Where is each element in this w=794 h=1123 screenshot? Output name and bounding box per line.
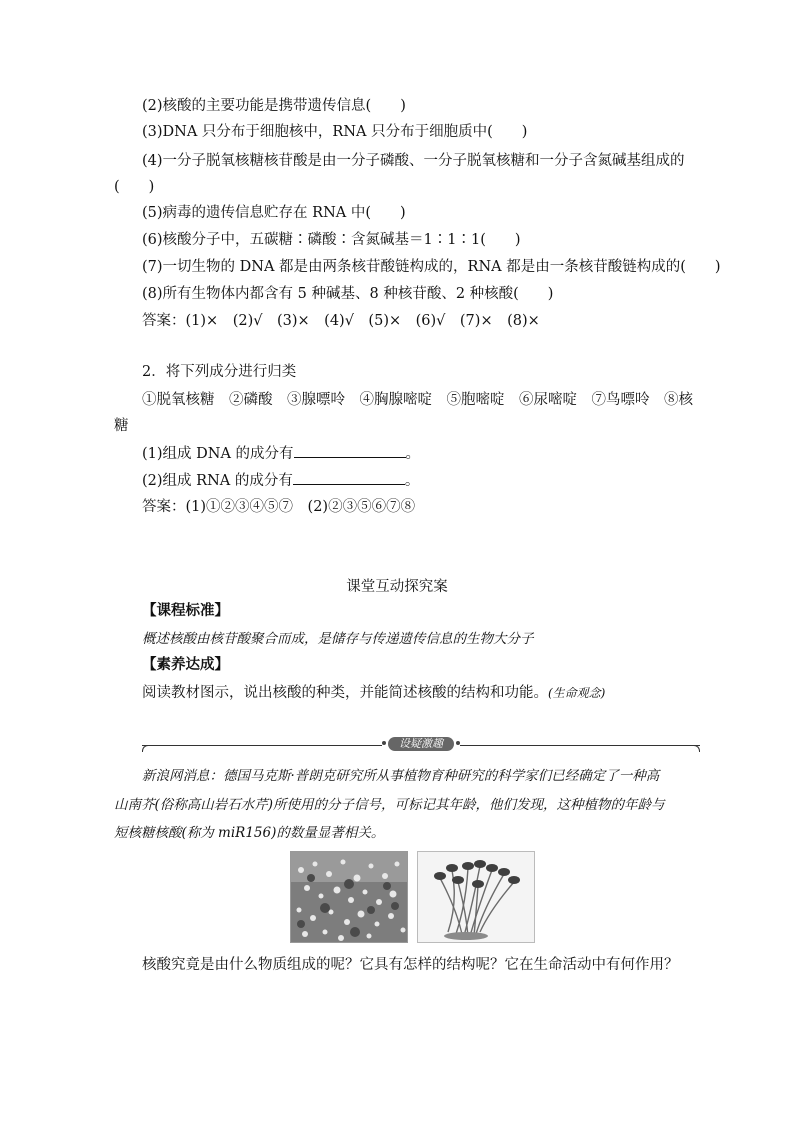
judge-answer: 答案：(1)× (2)√ (3)× (4)√ (5)× (6)√ (7)× (8)× (142, 313, 540, 329)
badge-dot-left (382, 741, 386, 745)
divider-cap-right (693, 745, 700, 752)
section-divider (142, 738, 700, 752)
news-line-1: 新浪网消息：德国马克斯·普朗克研究所从事植物育种研究的科学家们已经确定了一种高 (142, 768, 660, 784)
intro-question: 核酸究竟是由什么物质组成的呢？它具有怎样的结构呢？它在生命活动中有何作用？ (142, 957, 679, 973)
photo-sprouts (417, 851, 535, 943)
course-standard-label: 【课程标准】 (142, 602, 229, 619)
classify-question-dna-text: (1)组成 DNA 的成分有 (142, 446, 294, 462)
answer-blank-rna[interactable] (293, 470, 405, 485)
classify-options-continuation: 糖 (114, 418, 129, 434)
flowers-image (291, 852, 407, 942)
classify-options: ①脱氧核糖 ②磷酸 ③腺嘌呤 ④胸腺嘧啶 ⑤胞嘧啶 ⑥尿嘧啶 ⑦鸟嘌呤 ⑧核 (142, 392, 693, 408)
badge-label: 设疑激趣 (388, 737, 454, 751)
classify-question-rna (142, 470, 419, 491)
classify-question-rna-end: 。 (404, 473, 420, 489)
classify-answer: 答案：(1)①②③④⑤⑦ (2)②③⑤⑥⑦⑧ (142, 499, 416, 515)
judge-item-2: (2)核酸的主要功能是携带遗传信息( ) (142, 98, 406, 114)
classify-question-rna-text: (2)组成 RNA 的成分有 (142, 473, 293, 489)
classify-question-dna-end: 。 (405, 446, 421, 462)
judge-item-3: (3)DNA 只分布于细胞核中，RNA 只分布于细胞质中( ) (142, 124, 528, 140)
judge-item-7: (7)一切生物的 DNA 都是由两条核苷酸链构成的，RNA 都是由一条核苷酸链构成的( ) (142, 259, 721, 275)
news-line-2: 山南芥(俗称高山岩石水芹)所使用的分子信号，可标记其年龄，他们发现，这种植物的年龄与 (114, 797, 665, 813)
course-standard-text: 概述核酸由核苷酸聚合而成，是储存与传递遗传信息的生物大分子 (142, 631, 534, 647)
news-line-3: 短核糖核酸(称为 miR156)的数量显著相关。 (114, 825, 385, 841)
judge-item-8: (8)所有生物体内都含有 5 种碱基、8 种核苷酸、2 种核酸( ) (142, 286, 554, 302)
judge-item-4-continuation: ( ) (114, 179, 155, 195)
judge-item-6: (6)核酸分子中，五碳糖∶磷酸∶含氮碱基＝1∶1∶1( ) (142, 232, 521, 248)
judge-item-4: (4)一分子脱氧核糖核苷酸是由一分子磷酸、一分子脱氧核糖和一分子含氮碱基组成的 (142, 153, 685, 169)
classify-title: 2．将下列成分进行归类 (142, 364, 297, 380)
classify-question-dna (142, 443, 420, 464)
photo-flowers (290, 851, 408, 943)
literacy-text (142, 683, 605, 703)
judge-item-5: (5)病毒的遗传信息贮存在 RNA 中( ) (142, 205, 406, 221)
badge-dot-right (456, 741, 460, 745)
literacy-tag: (生命观念) (548, 686, 606, 700)
divider-cap-left (142, 745, 149, 752)
section-title: 课堂互动探究案 (346, 579, 448, 595)
literacy-label: 【素养达成】 (142, 656, 229, 673)
literacy-text-body: 阅读教材图示，说出核酸的种类，并能简述核酸的结构和功能。 (142, 685, 548, 701)
answer-blank-dna[interactable] (294, 443, 406, 458)
sprouts-image (418, 852, 534, 942)
badge-intro (382, 736, 460, 752)
